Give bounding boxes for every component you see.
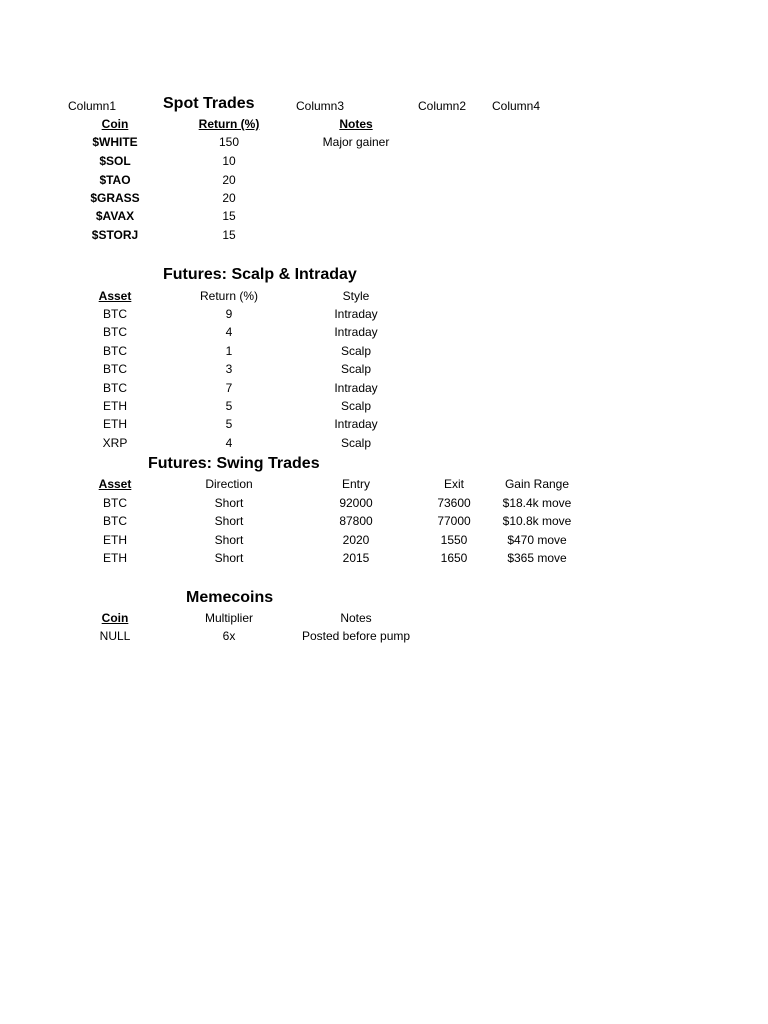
spot-cell-coin: $AVAX	[95, 209, 135, 223]
swing-header-direction: Direction	[205, 477, 253, 491]
swing-header-asset: Asset	[98, 477, 132, 491]
swing-cell-asset: BTC	[103, 496, 127, 510]
scalp-intraday-title: Futures: Scalp & Intraday	[163, 266, 357, 283]
meme-cell-notes: Posted before pump	[301, 629, 411, 643]
scalp-cell-asset: ETH	[103, 399, 127, 413]
swing-header-entry: Entry	[341, 477, 371, 491]
spot-cell-notes: Major gainer	[322, 135, 390, 149]
scalp-cell-style: Intraday	[334, 417, 378, 431]
scalp-cell-style: Intraday	[334, 307, 378, 321]
scalp-cell-style: Intraday	[334, 381, 378, 395]
swing-cell-exit: 1650	[440, 551, 468, 565]
swing-cell-exit: 1550	[440, 533, 468, 547]
scalp-cell-return: 5	[225, 417, 233, 431]
swing-cell-entry: 2015	[342, 551, 370, 565]
scalp-cell-style: Scalp	[340, 362, 372, 376]
swing-cell-gain-range: $470 move	[507, 533, 567, 547]
swing-cell-asset: ETH	[103, 533, 127, 547]
spot-header-return: Return (%)	[198, 117, 260, 131]
column-label-2: Column2	[418, 99, 467, 113]
scalp-cell-asset: BTC	[103, 325, 127, 339]
scalp-header-asset: Asset	[98, 289, 132, 303]
spot-trades-title: Spot Trades	[163, 95, 255, 112]
scalp-cell-return: 3	[225, 362, 233, 376]
scalp-cell-asset: BTC	[103, 344, 127, 358]
scalp-cell-asset: XRP	[102, 436, 128, 450]
scalp-cell-style: Intraday	[334, 325, 378, 339]
swing-cell-gain-range: $18.4k move	[502, 496, 572, 510]
spot-cell-coin: $STORJ	[91, 228, 139, 242]
scalp-cell-style: Scalp	[340, 436, 372, 450]
meme-cell-multiplier: 6x	[222, 629, 236, 643]
swing-trades-title: Futures: Swing Trades	[148, 455, 320, 472]
spot-cell-coin: $WHITE	[92, 135, 138, 149]
swing-cell-entry: 2020	[342, 533, 370, 547]
column-label-3: Column3	[296, 99, 345, 113]
swing-cell-direction: Short	[214, 496, 244, 510]
swing-cell-direction: Short	[214, 514, 244, 528]
scalp-cell-style: Scalp	[340, 399, 372, 413]
swing-cell-gain-range: $10.8k move	[502, 514, 572, 528]
spot-cell-coin: $GRASS	[90, 191, 140, 205]
scalp-cell-asset: BTC	[103, 381, 127, 395]
swing-cell-exit: 77000	[437, 514, 471, 528]
spot-cell-return: 15	[222, 209, 236, 223]
meme-header-coin: Coin	[101, 611, 129, 625]
swing-cell-entry: 87800	[339, 514, 373, 528]
swing-cell-direction: Short	[214, 533, 244, 547]
meme-header-notes: Notes	[340, 611, 372, 625]
scalp-cell-return: 9	[225, 307, 233, 321]
swing-cell-gain-range: $365 move	[507, 551, 567, 565]
swing-cell-asset: BTC	[103, 514, 127, 528]
scalp-cell-return: 7	[225, 381, 233, 395]
scalp-cell-asset: BTC	[103, 307, 127, 321]
scalp-cell-return: 5	[225, 399, 233, 413]
spot-cell-return: 20	[222, 173, 236, 187]
swing-cell-exit: 73600	[437, 496, 471, 510]
scalp-cell-return: 1	[225, 344, 233, 358]
scalp-cell-asset: BTC	[103, 362, 127, 376]
swing-cell-entry: 92000	[339, 496, 373, 510]
spot-cell-return: 150	[218, 135, 240, 149]
meme-header-multiplier: Multiplier	[204, 611, 254, 625]
spot-header-coin: Coin	[101, 117, 129, 131]
swing-cell-asset: ETH	[103, 551, 127, 565]
spot-header-notes: Notes	[339, 117, 373, 131]
spot-cell-return: 10	[222, 154, 236, 168]
memecoins-title: Memecoins	[186, 589, 274, 606]
column-label-1: Column1	[68, 99, 117, 113]
scalp-cell-return: 4	[225, 325, 233, 339]
spot-cell-coin: $TAO	[99, 173, 131, 187]
spot-cell-return: 15	[222, 228, 236, 242]
scalp-cell-asset: ETH	[103, 417, 127, 431]
scalp-header-style: Style	[342, 289, 370, 303]
swing-header-gain-range: Gain Range	[504, 477, 570, 491]
swing-header-exit: Exit	[443, 477, 465, 491]
scalp-cell-style: Scalp	[340, 344, 372, 358]
spot-cell-return: 20	[222, 191, 236, 205]
swing-cell-direction: Short	[214, 551, 244, 565]
scalp-header-return: Return (%)	[199, 289, 259, 303]
spot-cell-coin: $SOL	[99, 154, 131, 168]
column-label-4: Column4	[492, 99, 541, 113]
meme-cell-coin: NULL	[99, 629, 131, 643]
scalp-cell-return: 4	[225, 436, 233, 450]
